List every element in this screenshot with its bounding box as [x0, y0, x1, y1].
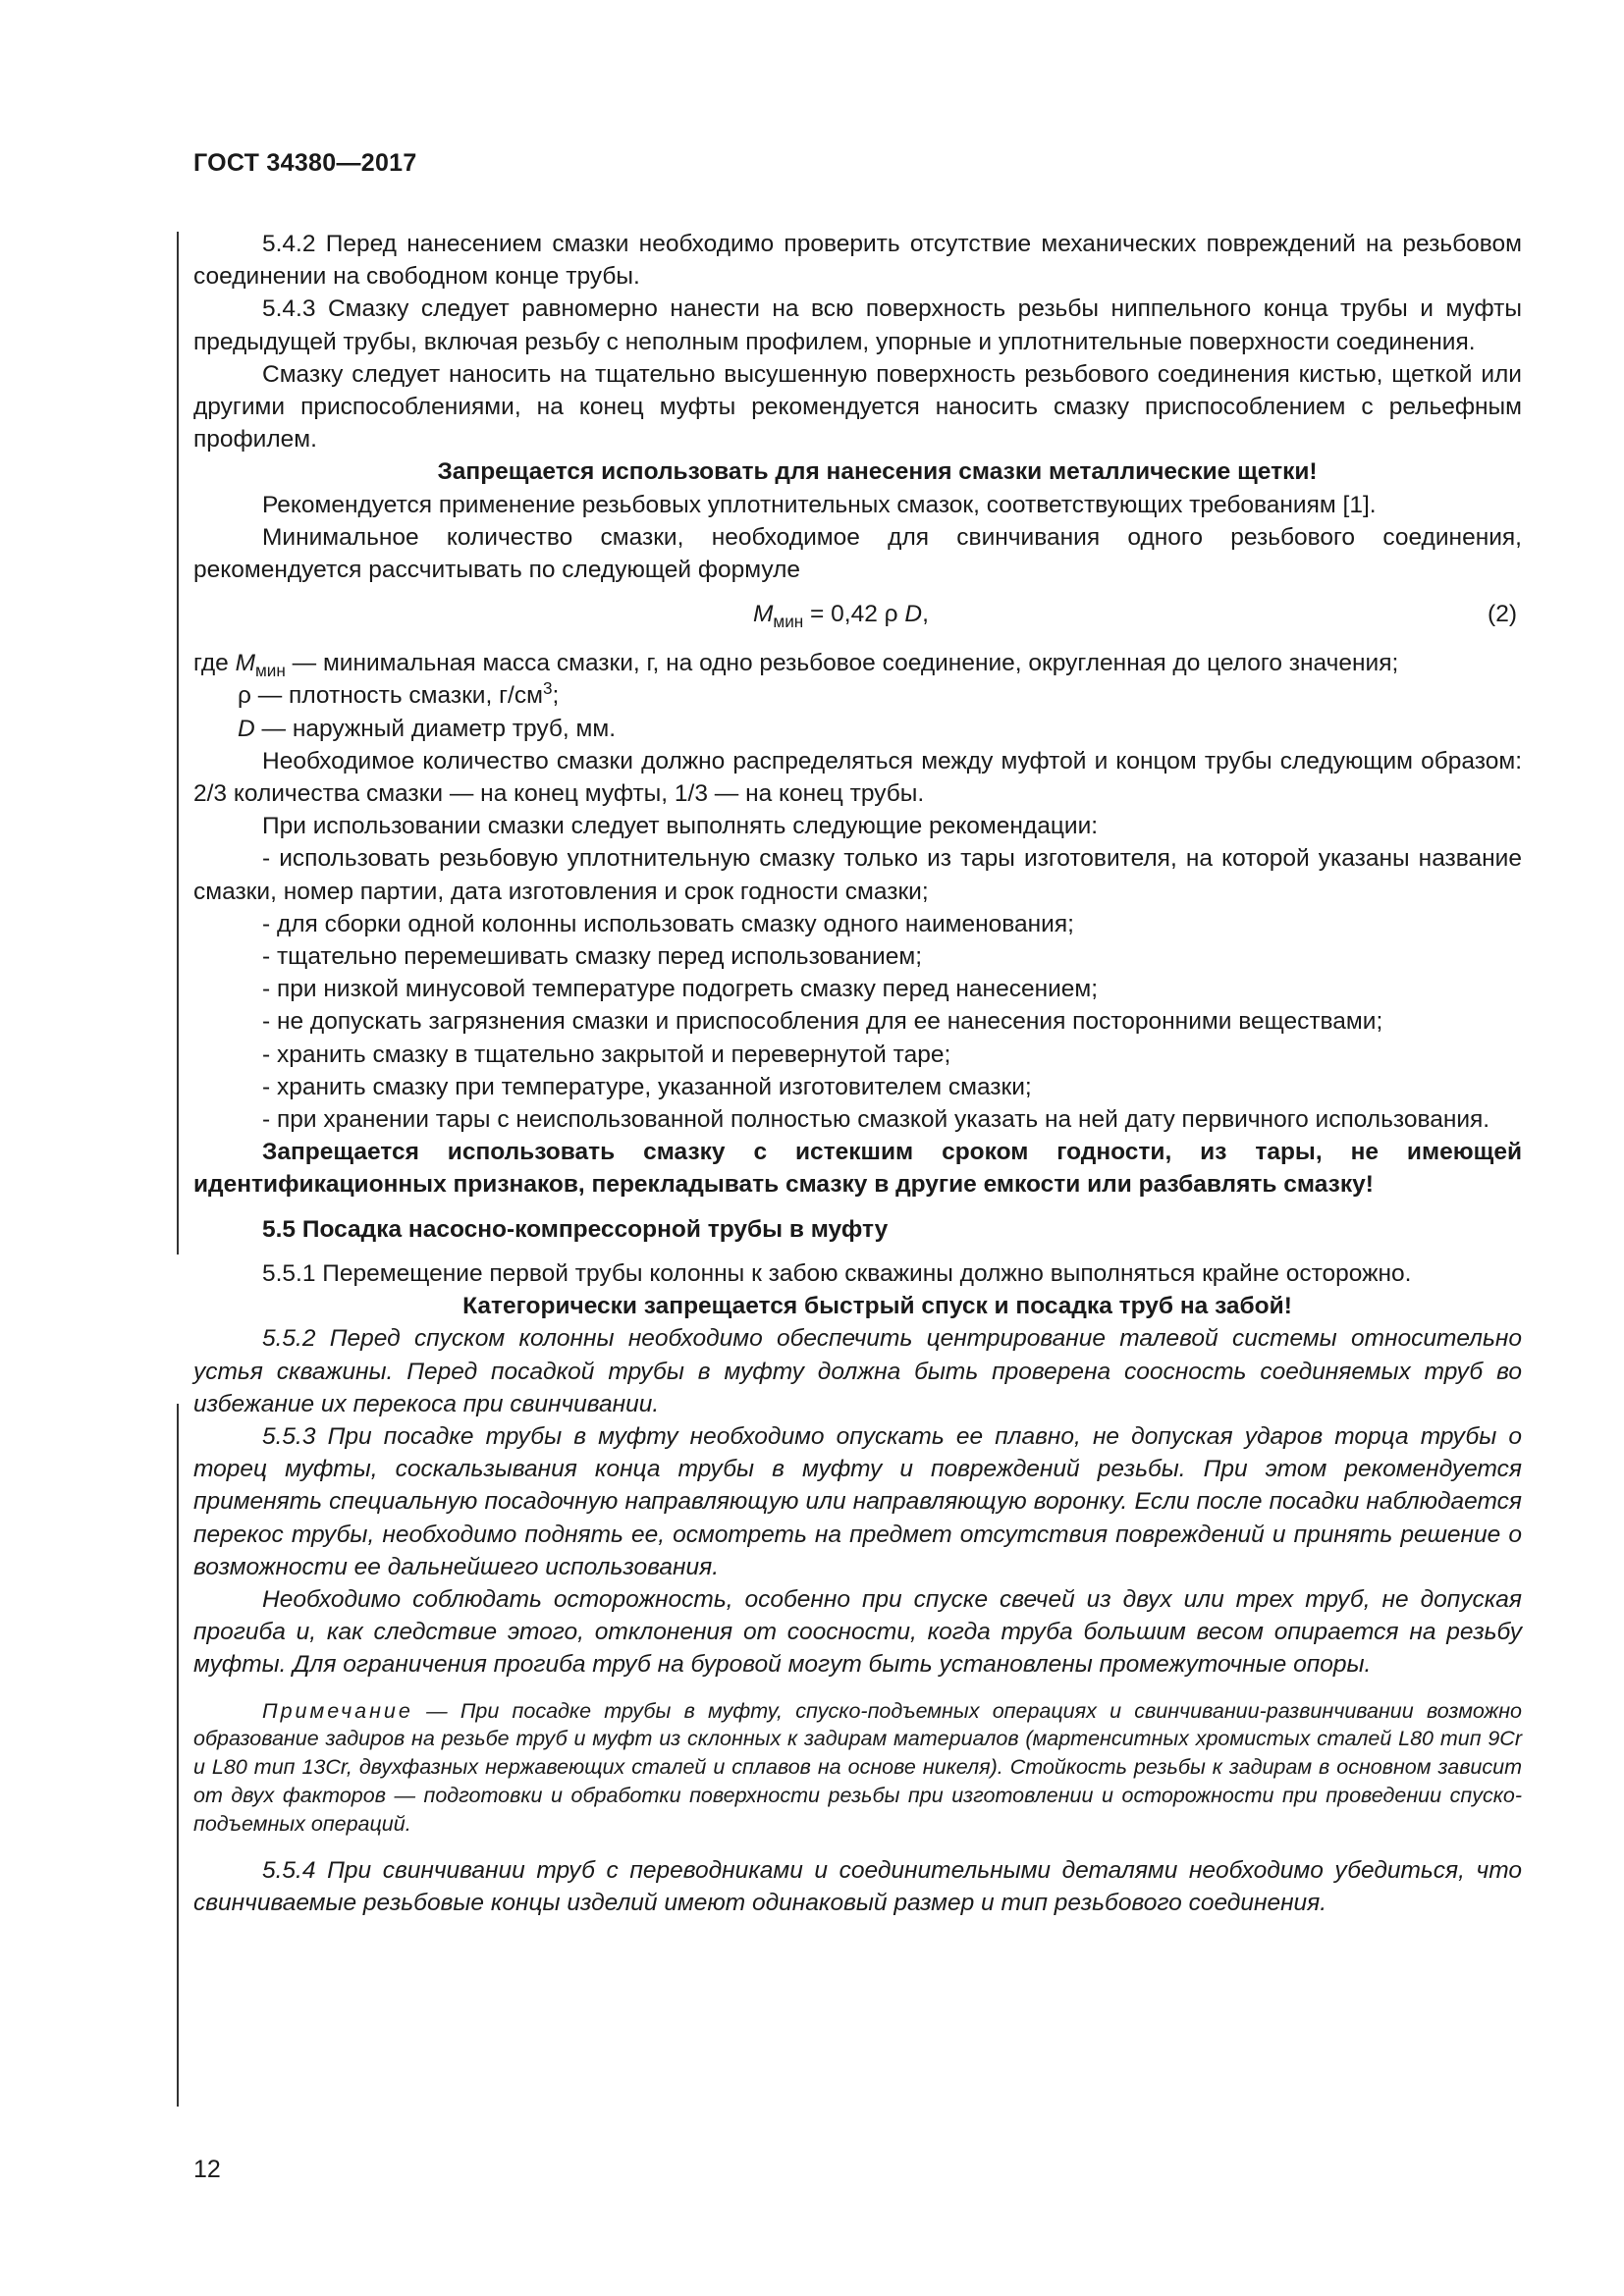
- warning-text: Категорически запрещается быстрый спуск и посадка труб на забой!: [462, 1293, 1292, 1320]
- list-item: - тщательно перемешивать смазку перед использованием;: [262, 943, 923, 971]
- note-label: Примечание: [262, 1698, 413, 1723]
- page-number: 12: [193, 2156, 221, 2183]
- paragraph: Смазку следует наносить на тщательно высушенную поверхность резьбового соединения кистью, щеткой или другими приспособлениями, на конец муфты рекомендуется наносить смазку приспособлением с рельефным профилем.: [193, 360, 1522, 454]
- change-bar: [177, 1404, 179, 2107]
- paragraph: Необходимое количество смазки должно распределяться между муфтой и концом трубы следующим образом: 2/3 количества смазки — на конец муфты, 1/3 — на конец трубы.: [193, 747, 1522, 808]
- paragraph: Необходимо соблюдать осторожность, особенно при спуске свечей из двух или трех труб, не допуская прогиба и, как следствие этого, отклонения от соосности, когда труба большим весом опирается на резьбу муфты. Для ограничения прогиба труб на буровой могут быть установлены промежуточные опоры.: [193, 1585, 1522, 1679]
- formula: [193, 590, 1522, 641]
- list-item: - при хранении тары с неиспользованной полностью смазкой указать на ней дату первичного использования.: [262, 1106, 1490, 1134]
- paragraph: 5.4.2 Перед нанесением смазки необходимо проверить отсутствие механических повреждений на резьбовом соединении на свободном конце трубы.: [193, 231, 1522, 291]
- document-body: [193, 228, 1522, 1919]
- warning-text: Запрещается использовать смазку с истекшим сроком годности, из тары, не имеющей идентификационных признаков, перекладывать смазку в другие емкости или разбавлять смазку!: [193, 1139, 1522, 1199]
- list-item: - хранить смазку в тщательно закрытой и перевернутой таре;: [262, 1041, 951, 1068]
- paragraph: При использовании смазки следует выполнять следующие рекомендации:: [262, 813, 1099, 840]
- note-text: — При посадке трубы в муфту, спуско-подъемных операциях и свинчивании-развинчивании возможно образование задиров на резьбе труб и муфт из склонных к задирам материалов (мартенситных хромистых сталей L80 тип 9Cr и L80 тип 13Cr, двухфазных нержавеющих сталей и сплавов на основе никеля). Стойкость резьбы к задирам в основном зависит от двух факторов — подготовки и обработки поверхности резьбы при изготовлении и осторожности при проведении спуско-подъемных операций.: [193, 1698, 1522, 1836]
- note: [193, 1697, 1522, 1839]
- paragraph: 5.5.2 Перед спуском колонны необходимо обеспечить центрирование талевой системы относительно устья скважины. Перед посадкой трубы в муфту должна быть проверена соосность соединяемых труб во избежание их перекоса при свинчивании.: [193, 1325, 1522, 1417]
- list-item: - при низкой минусовой температуре подогреть смазку перед нанесением;: [262, 976, 1099, 1003]
- paragraph: 5.5.1 Перемещение первой трубы колонны к забою скважины должно выполняться крайне осторожно.: [262, 1259, 1412, 1287]
- list-item: - для сборки одной колонны использовать смазку одного наименования;: [262, 910, 1074, 937]
- warning-text: Запрещается использовать для нанесения смазки металлические щетки!: [437, 458, 1318, 486]
- where-line: D — наружный диаметр труб, мм.: [238, 715, 617, 742]
- list-item: - хранить смазку при температуре, указанной изготовителем смазки;: [262, 1073, 1032, 1100]
- paragraph: Рекомендуется применение резьбовых уплотнительных смазок, соответствующих требованиям [1].: [262, 491, 1377, 518]
- list-item: - не допускать загрязнения смазки и приспособления для ее нанесения посторонними веществами;: [262, 1008, 1383, 1036]
- list-item: - использовать резьбовую уплотнительную смазку только из тары изготовителя, на которой указаны название смазки, номер партии, дата изготовления и срок годности смазки;: [193, 845, 1522, 905]
- paragraph: 5.5.3 При посадке трубы в муфту необходимо опускать ее плавно, не допуская ударов торца трубы о торец муфты, соскальзывания конца трубы в муфту и повреждений резьбы. При этом рекомендуется применять специальную посадочную направляющую или направляющую воронку. Если после посадки наблюдается перекос трубы, необходимо поднять ее, осмотреть на предмет отсутствия повреждений и принять решение о возможности ее дальнейшего использования.: [193, 1422, 1522, 1580]
- change-bar: [177, 232, 179, 1255]
- document-header: ГОСТ 34380—2017: [193, 149, 417, 177]
- paragraph: 5.4.3 Смазку следует равномерно нанести на всю поверхность резьбы ниппельного конца трубы и муфты предыдущей трубы, включая резьбу с неполным профилем, упорные и уплотнительные поверхности соединения.: [193, 295, 1522, 355]
- paragraph: 5.5.4 При свинчивании труб с переводниками и соединительными деталями необходимо убедиться, что свинчиваемые резьбовые концы изделий имеют одинаковый размер и тип резьбового соединения.: [193, 1856, 1522, 1916]
- where-line: ρ — плотность смазки, $г/см^3$;: [238, 678, 560, 710]
- formula-expression: $M_{мин} = 0,42$ ρ D,: [753, 601, 929, 632]
- section-heading: 5.5 Посадка насосно-компрессорной трубы в муфту: [262, 1215, 889, 1243]
- where-line: где $M_{мин}$ — минимальная масса смазки, г, на одно резьбовое соединение, округленная до целого значения;: [193, 650, 1399, 681]
- paragraph: Минимальное количество смазки, необходимое для свинчивания одного резьбового соединения, рекомендуется рассчитывать по следующей формуле: [193, 523, 1522, 584]
- formula-number: (2): [1488, 601, 1517, 628]
